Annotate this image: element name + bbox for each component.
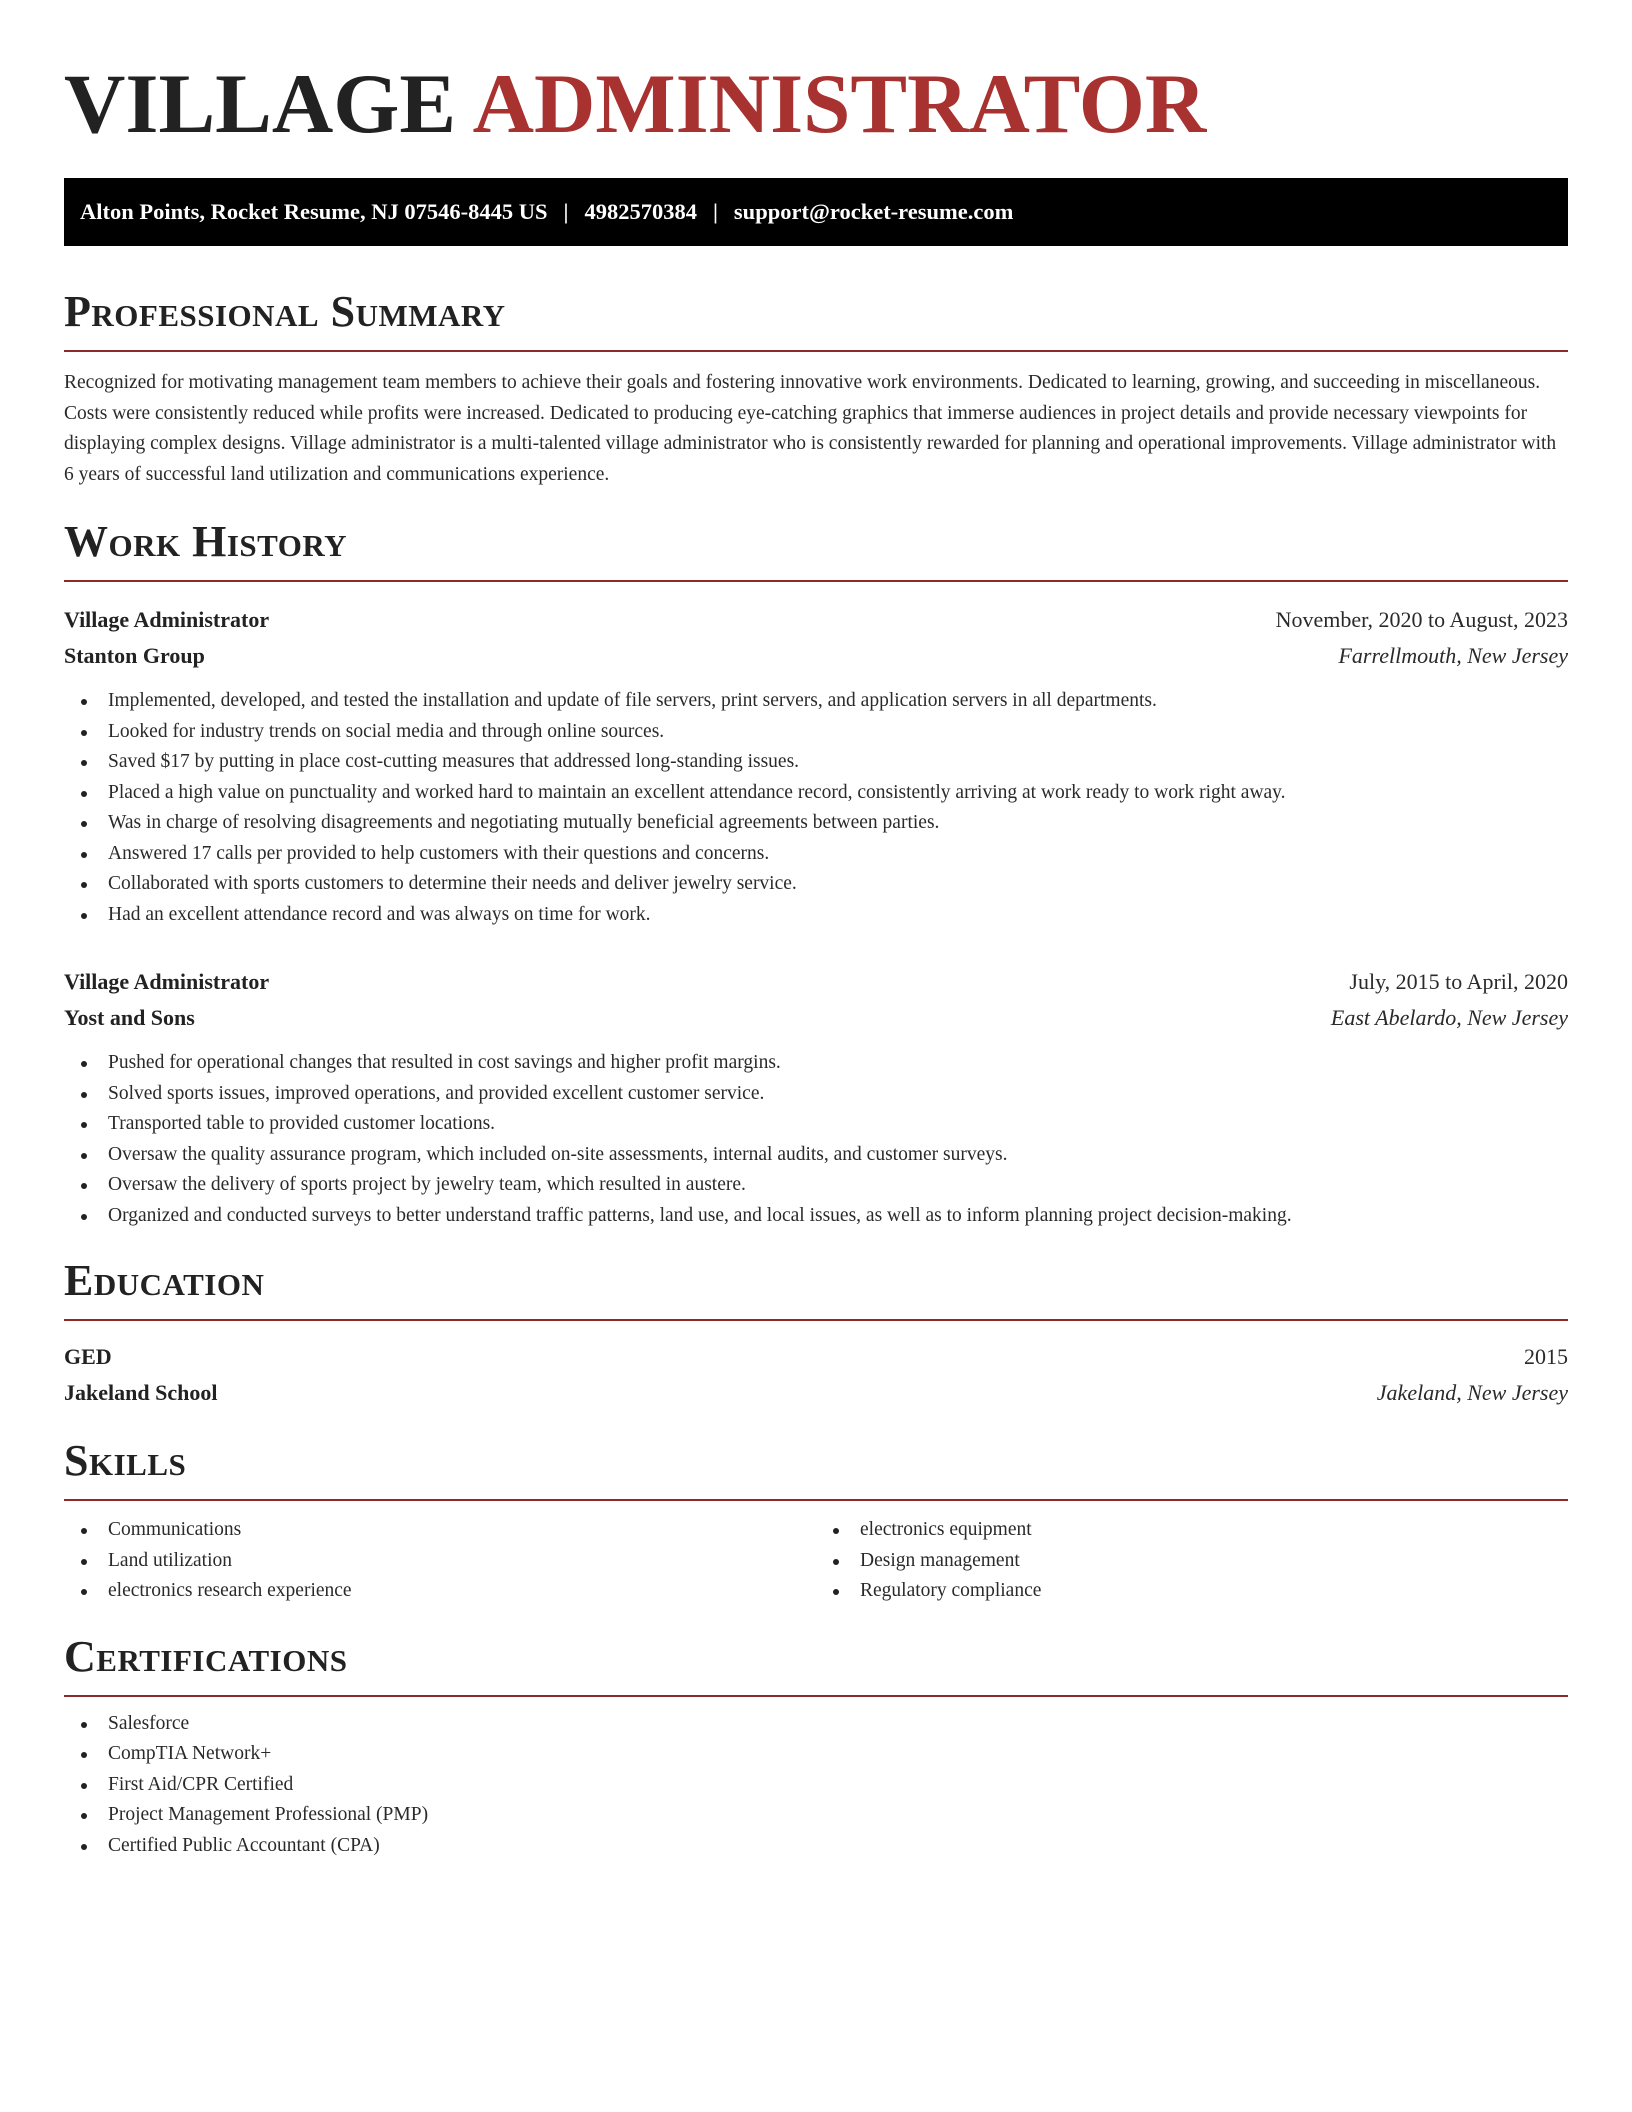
- section-title: Education: [64, 1256, 265, 1305]
- certification-item: Salesforce: [64, 1709, 1568, 1740]
- job-header-row: [64, 602, 1568, 638]
- contact-phone: 4982570384: [584, 199, 697, 224]
- certifications-section: [64, 1633, 1568, 1862]
- contact-address: Alton Points, Rocket Resume, NJ 07546-8445 US: [80, 199, 548, 224]
- name-last: ADMINISTRATOR: [472, 57, 1207, 151]
- contact-email: support@rocket-resume.com: [733, 199, 1014, 224]
- section-divider: [64, 1695, 1568, 1697]
- list-item: Placed a high value on punctuality and worked hard to maintain an excellent attendance record, consistently arriving at work ready to work right away.: [64, 778, 1568, 809]
- job-location: East Abelardo, New Jersey: [1330, 1005, 1568, 1030]
- education-school: Jakeland School: [64, 1380, 218, 1405]
- skills-column-left: [64, 1515, 816, 1607]
- job-header-row: [64, 964, 1568, 1000]
- job-entry: [64, 964, 1568, 1231]
- list-item: Looked for industry trends on social media and through online sources.: [64, 717, 1568, 748]
- job-title: Village Administrator: [64, 607, 270, 632]
- skills-list: [64, 1515, 816, 1607]
- job-company-row: [64, 1000, 1568, 1036]
- section-title: Professional Summary: [64, 287, 506, 336]
- list-item: Oversaw the quality assurance program, which included on-site assessments, internal audits, and customer surveys.: [64, 1140, 1568, 1171]
- skills-section: [64, 1437, 1568, 1607]
- job-company: Stanton Group: [64, 643, 205, 668]
- skill-item: Regulatory compliance: [816, 1576, 1568, 1607]
- skills-column-right: [816, 1515, 1568, 1607]
- summary-section: [64, 288, 1568, 490]
- education-location: Jakeland, New Jersey: [1376, 1380, 1568, 1405]
- list-item: Oversaw the delivery of sports project by jewelry team, which resulted in austere.: [64, 1170, 1568, 1201]
- contact-bar: [64, 178, 1568, 246]
- name-first: VILLAGE: [64, 57, 457, 151]
- job-entry: [64, 602, 1568, 930]
- job-title: Village Administrator: [64, 969, 270, 994]
- section-divider: [64, 1499, 1568, 1501]
- job-location: Farrellmouth, New Jersey: [1338, 643, 1568, 668]
- certification-item: Project Management Professional (PMP): [64, 1800, 1568, 1831]
- section-divider: [64, 1319, 1568, 1321]
- certification-item: Certified Public Accountant (CPA): [64, 1831, 1568, 1862]
- education-year: 2015: [1524, 1344, 1568, 1369]
- skill-item: Design management: [816, 1546, 1568, 1577]
- job-dates: July, 2015 to April, 2020: [1349, 969, 1568, 994]
- list-item: Organized and conducted surveys to better understand traffic patterns, land use, and local issues, as well as to inform planning project decision-making.: [64, 1201, 1568, 1232]
- job-bullets: [64, 686, 1568, 930]
- job-dates: November, 2020 to August, 2023: [1275, 607, 1568, 632]
- job-bullets: [64, 1048, 1568, 1231]
- contact-separator: |: [563, 199, 569, 224]
- resume-name: [64, 54, 1568, 154]
- education-degree: GED: [64, 1344, 112, 1369]
- summary-text: Recognized for motivating management team members to achieve their goals and fostering innovative work environments. Dedicated to learning, growing, and succeeding in miscellaneous. Costs were consistently reduced while profits were increased. Dedicated to producing eye-catching graphics that immerse audiences in project details and provide necessary viewpoints for displaying complex designs. Village administrator is a multi-talented village administrator who is consistently rewarded for planning and operational improvements. Village administrator with 6 years of successful land utilization and communications experience.: [64, 372, 1557, 485]
- work-history-section: [64, 518, 1568, 1231]
- list-item: Pushed for operational changes that resulted in cost savings and higher profit margins.: [64, 1048, 1568, 1079]
- section-title: Skills: [64, 1436, 187, 1485]
- skills-list: [816, 1515, 1568, 1607]
- skill-item: Communications: [64, 1515, 816, 1546]
- contact-separator: |: [712, 199, 718, 224]
- list-item: Had an excellent attendance record and was always on time for work.: [64, 900, 1568, 931]
- list-item: Transported table to provided customer locations.: [64, 1109, 1568, 1140]
- education-entry: [64, 1339, 1568, 1411]
- education-section: [64, 1257, 1568, 1411]
- certification-item: First Aid/CPR Certified: [64, 1770, 1568, 1801]
- list-item: Saved $17 by putting in place cost-cutting measures that addressed long-standing issues.: [64, 747, 1568, 778]
- section-title: Work History: [64, 517, 348, 566]
- certifications-list: [64, 1709, 1568, 1862]
- section-divider: [64, 350, 1568, 352]
- job-company-row: [64, 638, 1568, 674]
- skill-item: electronics research experience: [64, 1576, 816, 1607]
- list-item: Answered 17 calls per provided to help customers with their questions and concerns.: [64, 839, 1568, 870]
- certification-item: CompTIA Network+: [64, 1739, 1568, 1770]
- skill-item: electronics equipment: [816, 1515, 1568, 1546]
- list-item: Collaborated with sports customers to determine their needs and deliver jewelry service.: [64, 869, 1568, 900]
- list-item: Implemented, developed, and tested the installation and update of file servers, print servers, and application servers in all departments.: [64, 686, 1568, 717]
- section-divider: [64, 580, 1568, 582]
- section-title: Certifications: [64, 1631, 348, 1681]
- skills-grid: [64, 1515, 1568, 1607]
- list-item: Solved sports issues, improved operations, and provided excellent customer service.: [64, 1079, 1568, 1110]
- job-company: Yost and Sons: [64, 1005, 195, 1030]
- list-item: Was in charge of resolving disagreements and negotiating mutually beneficial agreements between parties.: [64, 808, 1568, 839]
- education-school-row: [64, 1375, 1568, 1411]
- skill-item: Land utilization: [64, 1546, 816, 1577]
- education-header-row: [64, 1339, 1568, 1375]
